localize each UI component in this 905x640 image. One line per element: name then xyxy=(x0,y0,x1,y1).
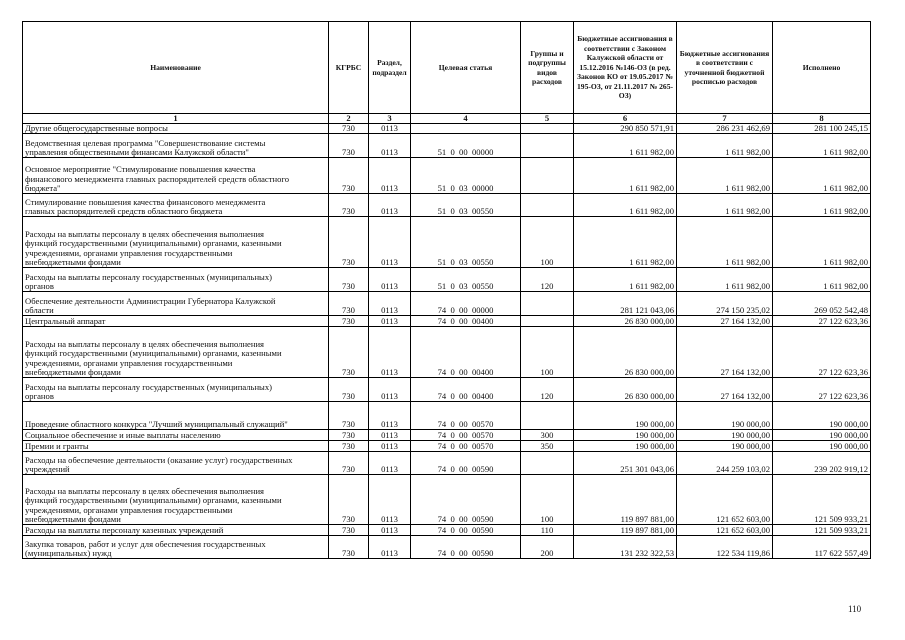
cell-plan: 1 611 982,00 xyxy=(574,194,677,217)
cell-target: 51 0 03 00550 xyxy=(411,268,521,292)
cell-section: 0113 xyxy=(369,378,411,402)
cell-expense-group: 100 xyxy=(521,327,574,378)
cell-executed: 190 000,00 xyxy=(773,441,871,452)
column-number: 1 xyxy=(23,114,329,124)
cell-revised: 27 164 132,00 xyxy=(677,327,773,378)
cell-executed: 269 052 542,48 xyxy=(773,292,871,316)
cell-kgrbs: 730 xyxy=(329,124,369,134)
cell-executed: 121 509 933,21 xyxy=(773,475,871,525)
cell-revised: 1 611 982,00 xyxy=(677,217,773,268)
cell-expense-group xyxy=(521,316,574,327)
table-body xyxy=(23,124,871,559)
cell-section: 0113 xyxy=(369,316,411,327)
cell-name: Ведомственная целевая программа "Совершенствование системы управления общественными финансами Калужской области" xyxy=(23,134,329,158)
cell-executed: 239 202 919,12 xyxy=(773,452,871,475)
cell-plan: 190 000,00 xyxy=(574,402,677,430)
table-row xyxy=(23,525,871,536)
cell-executed: 27 122 623,36 xyxy=(773,316,871,327)
cell-expense-group: 120 xyxy=(521,268,574,292)
column-number: 7 xyxy=(677,114,773,124)
table-row xyxy=(23,268,871,292)
table-header-row xyxy=(23,22,871,114)
cell-revised: 122 534 119,86 xyxy=(677,536,773,559)
header-kgrbs: КГРБС xyxy=(329,22,369,114)
budget-table xyxy=(22,21,871,559)
column-number: 8 xyxy=(773,114,871,124)
cell-revised: 121 652 603,00 xyxy=(677,475,773,525)
cell-name: Закупка товаров, работ и услуг для обеспечения государственных (муниципальных) нужд xyxy=(23,536,329,559)
cell-executed: 281 100 245,15 xyxy=(773,124,871,134)
cell-revised: 27 164 132,00 xyxy=(677,316,773,327)
cell-revised: 121 652 603,00 xyxy=(677,525,773,536)
cell-kgrbs: 730 xyxy=(329,327,369,378)
cell-section: 0113 xyxy=(369,475,411,525)
cell-plan: 26 830 000,00 xyxy=(574,378,677,402)
cell-target: 74 0 00 00570 xyxy=(411,441,521,452)
cell-section: 0113 xyxy=(369,268,411,292)
cell-name: Социальное обеспечение и иные выплаты населению xyxy=(23,430,329,441)
cell-section: 0113 xyxy=(369,536,411,559)
cell-name: Расходы на выплаты персоналу в целях обеспечения выполнения функций государственными (муниципальными) органами, казенными учреждениями, органами управления государственными внебюджетными фондами xyxy=(23,475,329,525)
cell-kgrbs: 730 xyxy=(329,134,369,158)
cell-name: Расходы на обеспечение деятельности (оказание услуг) государственных учреждений xyxy=(23,452,329,475)
cell-expense-group: 300 xyxy=(521,430,574,441)
cell-revised: 286 231 462,69 xyxy=(677,124,773,134)
cell-target: 51 0 03 00550 xyxy=(411,194,521,217)
column-number: 2 xyxy=(329,114,369,124)
cell-target: 74 0 00 00400 xyxy=(411,327,521,378)
cell-revised: 1 611 982,00 xyxy=(677,134,773,158)
cell-kgrbs: 730 xyxy=(329,158,369,194)
cell-kgrbs: 730 xyxy=(329,268,369,292)
header-name: Наименование xyxy=(23,22,329,114)
cell-section: 0113 xyxy=(369,217,411,268)
cell-name: Расходы на выплаты персоналу государственных (муниципальных) органов xyxy=(23,268,329,292)
table-row xyxy=(23,124,871,134)
cell-plan: 290 850 571,91 xyxy=(574,124,677,134)
cell-kgrbs: 730 xyxy=(329,402,369,430)
table-row xyxy=(23,475,871,525)
column-number: 5 xyxy=(521,114,574,124)
table-row xyxy=(23,536,871,559)
cell-kgrbs: 730 xyxy=(329,475,369,525)
cell-executed: 1 611 982,00 xyxy=(773,158,871,194)
cell-executed: 117 622 557,49 xyxy=(773,536,871,559)
cell-expense-group: 200 xyxy=(521,536,574,559)
header-executed: Исполнено xyxy=(773,22,871,114)
cell-plan: 1 611 982,00 xyxy=(574,134,677,158)
cell-executed: 190 000,00 xyxy=(773,430,871,441)
cell-revised: 190 000,00 xyxy=(677,402,773,430)
cell-revised: 274 150 235,02 xyxy=(677,292,773,316)
cell-target: 74 0 00 00590 xyxy=(411,525,521,536)
cell-target: 74 0 00 00590 xyxy=(411,475,521,525)
cell-plan: 281 121 043,06 xyxy=(574,292,677,316)
cell-revised: 190 000,00 xyxy=(677,430,773,441)
table-row xyxy=(23,430,871,441)
cell-kgrbs: 730 xyxy=(329,525,369,536)
page-number: 110 xyxy=(848,604,862,614)
cell-kgrbs: 730 xyxy=(329,536,369,559)
column-number: 4 xyxy=(411,114,521,124)
cell-kgrbs: 730 xyxy=(329,316,369,327)
cell-plan: 26 830 000,00 xyxy=(574,327,677,378)
cell-revised: 27 164 132,00 xyxy=(677,378,773,402)
table-row xyxy=(23,452,871,475)
cell-kgrbs: 730 xyxy=(329,430,369,441)
cell-kgrbs: 730 xyxy=(329,292,369,316)
cell-section: 0113 xyxy=(369,441,411,452)
cell-executed: 190 000,00 xyxy=(773,402,871,430)
cell-expense-group xyxy=(521,194,574,217)
cell-expense-group: 120 xyxy=(521,378,574,402)
cell-plan: 26 830 000,00 xyxy=(574,316,677,327)
cell-expense-group xyxy=(521,452,574,475)
cell-kgrbs: 730 xyxy=(329,217,369,268)
cell-executed: 27 122 623,36 xyxy=(773,378,871,402)
cell-plan: 131 232 322,53 xyxy=(574,536,677,559)
column-number: 6 xyxy=(574,114,677,124)
cell-section: 0113 xyxy=(369,124,411,134)
cell-plan: 1 611 982,00 xyxy=(574,268,677,292)
cell-executed: 27 122 623,36 xyxy=(773,327,871,378)
cell-section: 0113 xyxy=(369,134,411,158)
cell-section: 0113 xyxy=(369,158,411,194)
cell-target: 51 0 03 00000 xyxy=(411,158,521,194)
cell-target: 74 0 00 00400 xyxy=(411,316,521,327)
cell-name: Другие общегосударственные вопросы xyxy=(23,124,329,134)
cell-executed: 1 611 982,00 xyxy=(773,134,871,158)
header-plan: Бюджетные ассигнования в соответствии с Законом Калужской области от 15.12.2016 №146-ОЗ (в ред. Законов КО от 19.05.2017 № 195-ОЗ, от 21.11.2017 № 265-ОЗ) xyxy=(574,22,677,114)
cell-expense-group xyxy=(521,158,574,194)
cell-section: 0113 xyxy=(369,452,411,475)
cell-executed: 1 611 982,00 xyxy=(773,217,871,268)
cell-target: 74 0 00 00570 xyxy=(411,402,521,430)
cell-plan: 190 000,00 xyxy=(574,430,677,441)
cell-section: 0113 xyxy=(369,292,411,316)
cell-plan: 1 611 982,00 xyxy=(574,158,677,194)
cell-name: Премии и гранты xyxy=(23,441,329,452)
cell-section: 0113 xyxy=(369,430,411,441)
cell-expense-group: 110 xyxy=(521,525,574,536)
table-row xyxy=(23,378,871,402)
cell-kgrbs: 730 xyxy=(329,378,369,402)
cell-target: 74 0 00 00590 xyxy=(411,536,521,559)
header-revised: Бюджетные ассигнования в соответствии с уточненной бюджетной росписью расходов xyxy=(677,22,773,114)
cell-target: 74 0 00 00570 xyxy=(411,430,521,441)
cell-target: 74 0 00 00000 xyxy=(411,292,521,316)
cell-expense-group: 100 xyxy=(521,475,574,525)
cell-target xyxy=(411,124,521,134)
table-row xyxy=(23,134,871,158)
cell-expense-group xyxy=(521,124,574,134)
column-number: 3 xyxy=(369,114,411,124)
cell-target: 74 0 00 00400 xyxy=(411,378,521,402)
cell-target: 51 0 00 00000 xyxy=(411,134,521,158)
cell-plan: 190 000,00 xyxy=(574,441,677,452)
cell-revised: 1 611 982,00 xyxy=(677,158,773,194)
cell-name: Стимулирование повышения качества финансового менеджмента главных распорядителей средств областного бюджета xyxy=(23,194,329,217)
cell-name: Расходы на выплаты персоналу государственных (муниципальных) органов xyxy=(23,378,329,402)
cell-kgrbs: 730 xyxy=(329,194,369,217)
cell-section: 0113 xyxy=(369,402,411,430)
cell-revised: 190 000,00 xyxy=(677,441,773,452)
cell-expense-group xyxy=(521,292,574,316)
table-row xyxy=(23,194,871,217)
cell-name: Центральный аппарат xyxy=(23,316,329,327)
cell-name: Расходы на выплаты персоналу казенных учреждений xyxy=(23,525,329,536)
cell-name: Расходы на выплаты персоналу в целях обеспечения выполнения функций государственными (муниципальными) органами, казенными учреждениями, органами управления государственными внебюджетными фондами xyxy=(23,217,329,268)
cell-name: Расходы на выплаты персоналу в целях обеспечения выполнения функций государственными (муниципальными) органами, казенными учреждениями, органами управления государственными внебюджетными фондами xyxy=(23,327,329,378)
cell-expense-group xyxy=(521,402,574,430)
cell-revised: 1 611 982,00 xyxy=(677,194,773,217)
cell-plan: 1 611 982,00 xyxy=(574,217,677,268)
cell-expense-group xyxy=(521,134,574,158)
header-section: Раздел, подраздел xyxy=(369,22,411,114)
cell-executed: 1 611 982,00 xyxy=(773,268,871,292)
cell-target: 74 0 00 00590 xyxy=(411,452,521,475)
table-row xyxy=(23,158,871,194)
header-target: Целевая статья xyxy=(411,22,521,114)
cell-kgrbs: 730 xyxy=(329,452,369,475)
table-row xyxy=(23,292,871,316)
column-number-row xyxy=(23,114,871,124)
cell-plan: 251 301 043,06 xyxy=(574,452,677,475)
cell-expense-group: 100 xyxy=(521,217,574,268)
cell-plan: 119 897 881,00 xyxy=(574,525,677,536)
cell-executed: 1 611 982,00 xyxy=(773,194,871,217)
table-row xyxy=(23,441,871,452)
cell-target: 51 0 03 00550 xyxy=(411,217,521,268)
cell-kgrbs: 730 xyxy=(329,441,369,452)
cell-plan: 119 897 881,00 xyxy=(574,475,677,525)
table-row xyxy=(23,402,871,430)
cell-section: 0113 xyxy=(369,194,411,217)
cell-name: Основное мероприятие "Стимулирование повышения качества финансового менеджмента главных распорядителей средств областного бюджета" xyxy=(23,158,329,194)
cell-name: Обеспечение деятельности Администрации Губернатора Калужской области xyxy=(23,292,329,316)
cell-section: 0113 xyxy=(369,525,411,536)
table-row xyxy=(23,327,871,378)
table-row xyxy=(23,316,871,327)
cell-revised: 1 611 982,00 xyxy=(677,268,773,292)
cell-executed: 121 509 933,21 xyxy=(773,525,871,536)
cell-section: 0113 xyxy=(369,327,411,378)
table-row xyxy=(23,217,871,268)
cell-revised: 244 259 103,02 xyxy=(677,452,773,475)
cell-expense-group: 350 xyxy=(521,441,574,452)
cell-name: Проведение областного конкурса "Лучший муниципальный служащий" xyxy=(23,402,329,430)
header-groups: Группы и подгруппы видов расходов xyxy=(521,22,574,114)
